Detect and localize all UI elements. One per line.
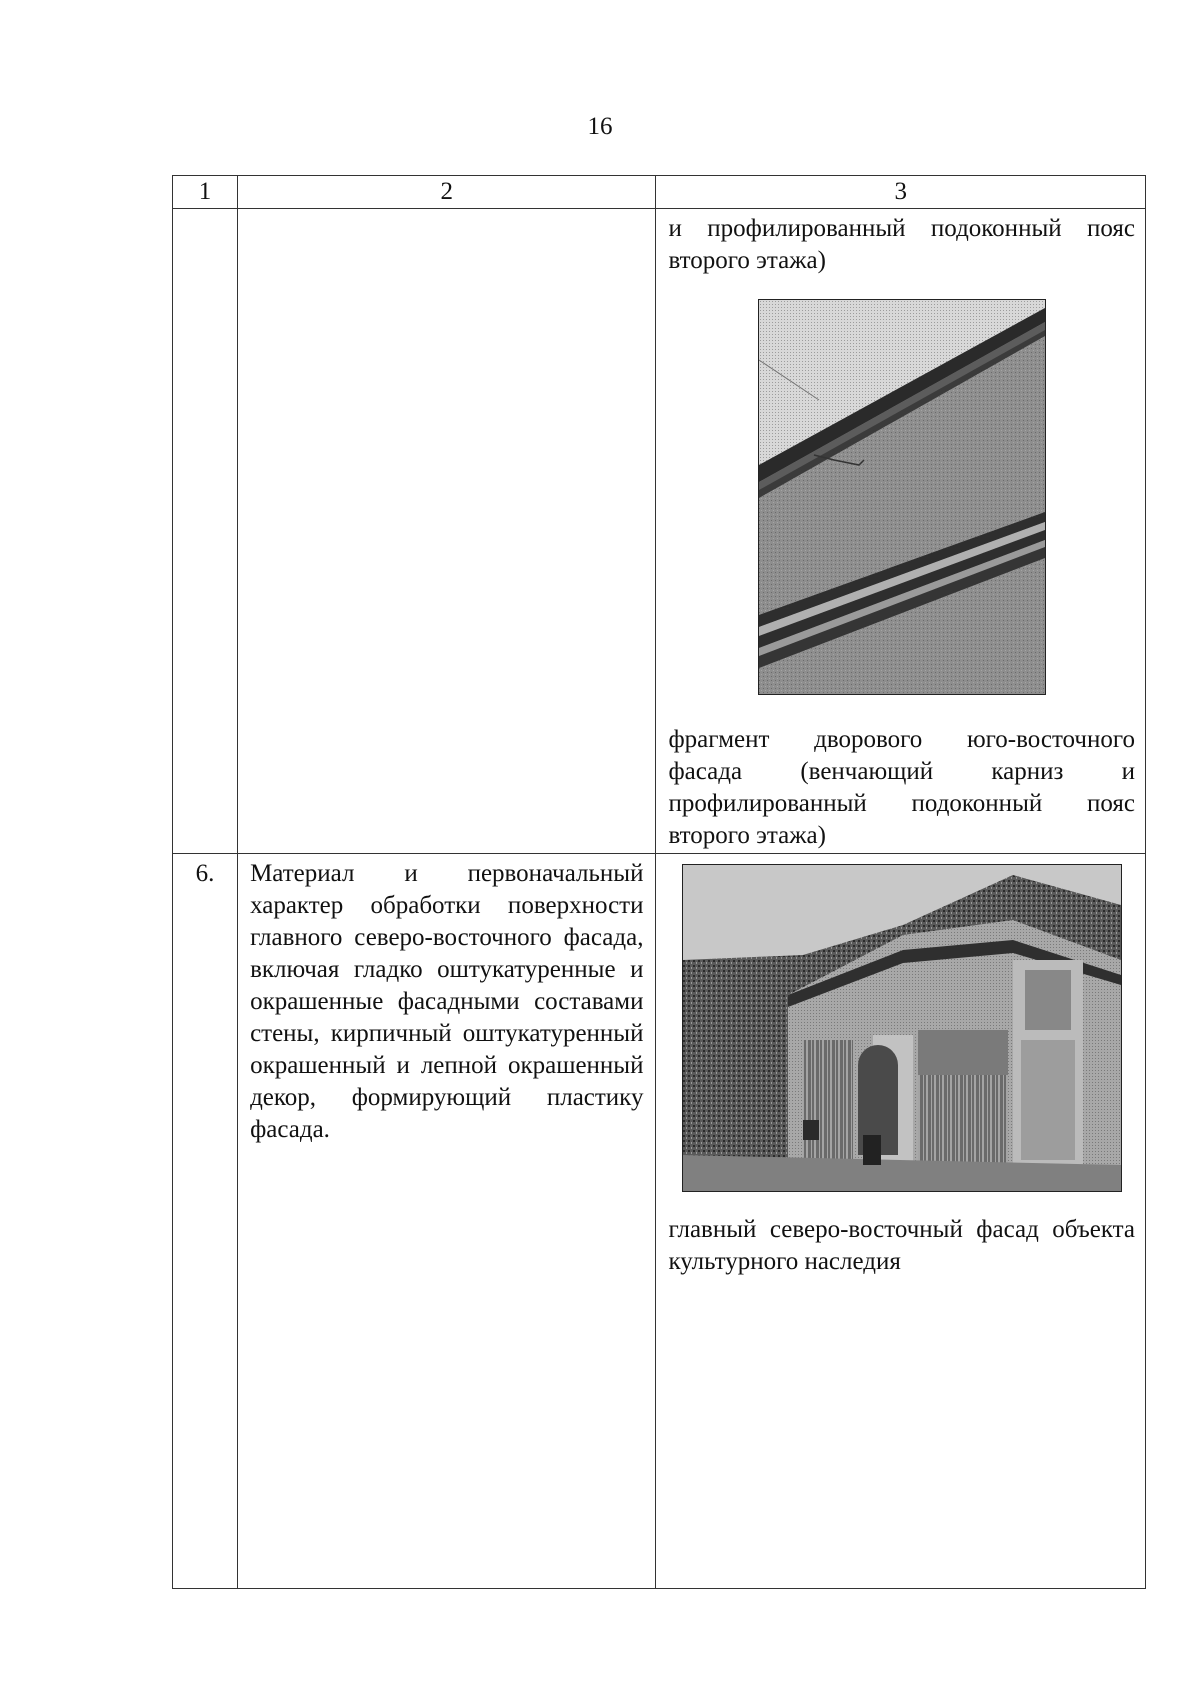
header-col-3: 3 <box>656 176 1146 209</box>
row-6-number: 6. <box>173 854 238 1589</box>
row-6-description-text: Материал и первоначальный характер обработки поверхности главного северо-восточного фасада, включая гладко оштукатуренные и окрашенные фасадными составами стены, кирпичный оштукатуренный окрашенный и лепной окрашенный декор, формирующий пластику фасада. <box>250 860 644 1143</box>
continuation-caption: фрагмент дворового юго-восточного фасада (венчающий карниз и профилированный подоконный пояс второго этажа) <box>668 726 1135 849</box>
header-col-1: 1 <box>173 176 238 209</box>
row-continuation-col-2 <box>238 209 656 854</box>
table-row-continuation <box>173 209 1146 854</box>
table-header-row <box>173 176 1146 209</box>
row-6-col-3 <box>656 854 1146 1589</box>
row-continuation-col-3 <box>656 209 1146 854</box>
table-row-6 <box>173 854 1146 1589</box>
row-continuation-col-1 <box>173 209 238 854</box>
header-col-2: 2 <box>238 176 656 209</box>
document-table <box>172 175 1146 1589</box>
facade-photo <box>682 864 1122 1192</box>
page-number: 16 <box>587 113 613 140</box>
row-6-caption: главный северо-восточный фасад объекта культурного наследия <box>668 1216 1135 1275</box>
cornice-photo <box>758 299 1046 695</box>
continuation-top-text: и профилированный подоконный пояс второго этажа) <box>668 215 1135 274</box>
row-6-description <box>238 854 656 1589</box>
